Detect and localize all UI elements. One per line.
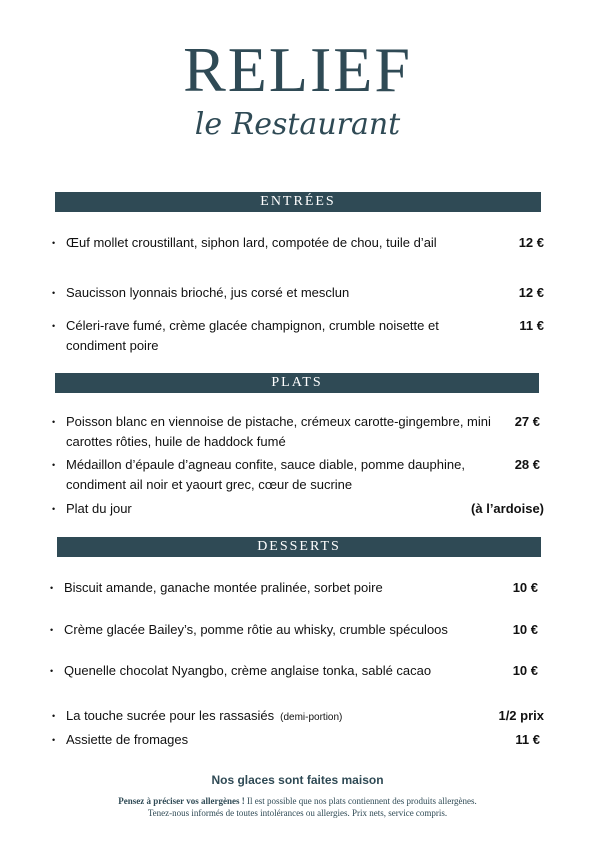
bullet: • xyxy=(52,238,56,248)
allergen-rest: Il est possible que nos plats contiennent des produits allergènes. xyxy=(244,796,477,806)
bullet: • xyxy=(52,735,56,745)
menu-item-price: 28 € xyxy=(514,457,540,472)
restaurant-logo xyxy=(0,34,595,142)
menu-item-text: Biscuit amande, ganache montée pralinée, sorbet poire xyxy=(64,580,383,595)
bullet: • xyxy=(50,625,54,635)
bullet: • xyxy=(52,711,56,721)
menu-item-text: Saucisson lyonnais brioché, jus corsé et mesclun xyxy=(66,285,350,300)
menu-item-price: 10 € xyxy=(512,622,538,637)
allergen-notice xyxy=(0,795,595,819)
menu-item-note: (demi-portion) xyxy=(280,712,343,723)
menu-item-text-wrap xyxy=(66,706,491,728)
menu-item-text: Quenelle chocolat Nyangbo, crème anglaise tonka, sablé cacao xyxy=(64,663,432,678)
menu-item-price: 11 € xyxy=(519,318,544,333)
menu-item-price: 10 € xyxy=(512,580,538,595)
menu-item-text: Céleri-rave fumé, crème glacée champignon, crumble noisette et condiment poire xyxy=(66,318,439,353)
bullet: • xyxy=(52,504,56,514)
menu-item-price: 27 € xyxy=(514,414,540,429)
logo-subtitle: le Restaurant xyxy=(194,107,401,142)
menu-item-price: 10 € xyxy=(512,663,538,678)
menu-item-price: (à l’ardoise) xyxy=(471,501,544,516)
menu-item-text: Plat du jour xyxy=(66,501,132,516)
allergen-line-2: Tenez-nous informés de toutes intolérances ou allergies. Prix nets, service compris. xyxy=(147,808,448,818)
menu-item-text: Médaillon d’épaule d’agneau confite, sauce diable, pomme dauphine, condiment ail noir et yaourt grec, cœur de sucrine xyxy=(66,457,465,492)
allergen-bold: Pensez à préciser vos allergènes ! xyxy=(118,796,245,806)
bullet: • xyxy=(52,460,56,470)
allergen-line-1 xyxy=(0,795,595,807)
menu-item-price: 11 € xyxy=(515,732,540,747)
bullet: • xyxy=(52,288,56,298)
logo-wordmark: RELIEF xyxy=(183,34,412,105)
section-header-entrees: ENTRÉES xyxy=(55,192,541,212)
bullet: • xyxy=(52,321,56,331)
bullet: • xyxy=(52,417,56,427)
menu-item-text: Assiette de fromages xyxy=(66,732,189,747)
bullet: • xyxy=(50,666,54,676)
section-header-desserts: DESSERTS xyxy=(57,537,541,557)
menu-item-text: Œuf mollet croustillant, siphon lard, compotée de chou, tuile d’ail xyxy=(66,235,437,250)
bullet: • xyxy=(50,583,54,593)
menu-item-text: Crème glacée Bailey’s, pomme rôtie au whisky, crumble spéculoos xyxy=(64,622,448,637)
menu-item-text: La touche sucrée pour les rassasiés xyxy=(66,708,275,723)
menu-item-text: Poisson blanc en viennoise de pistache, crémeux carotte-gingembre, mini carottes rôties, huile de haddock fumé xyxy=(66,414,491,449)
section-header-plats: PLATS xyxy=(55,373,539,393)
footer-headline: Nos glaces sont faites maison xyxy=(211,773,384,787)
menu-item-price: 12 € xyxy=(518,235,544,250)
menu-item-price: 12 € xyxy=(518,285,544,300)
menu-item-price: 1/2 prix xyxy=(498,708,544,723)
